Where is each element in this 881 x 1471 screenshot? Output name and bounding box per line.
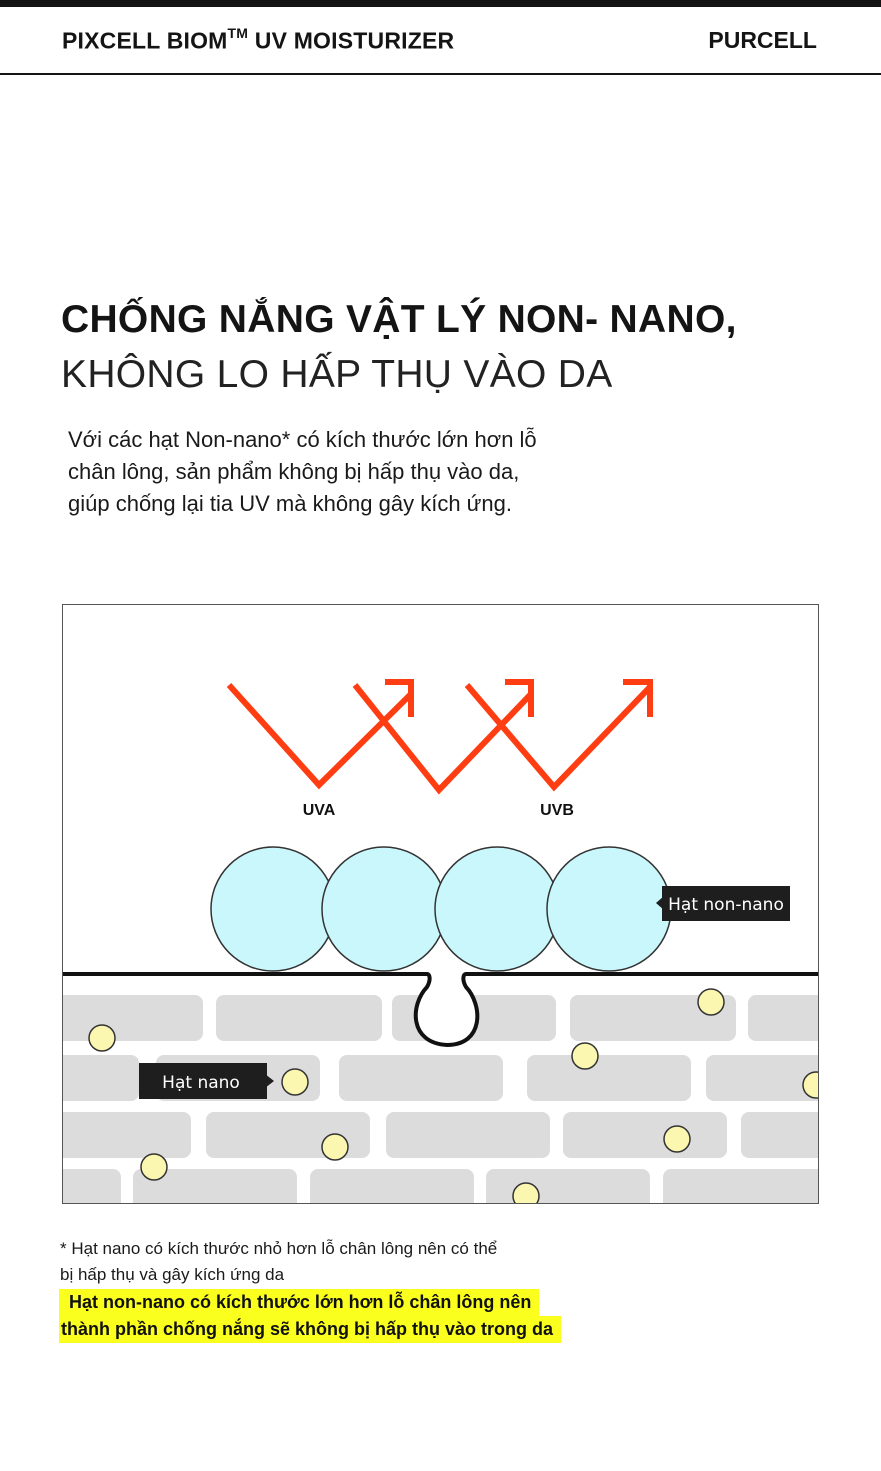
description-line: chân lông, sản phẩm không bị hấp thụ vào da, — [68, 459, 520, 484]
description — [68, 424, 668, 520]
description-line: giúp chống lại tia UV mà không gây kích ứng. — [68, 491, 512, 516]
uva-label: UVA — [302, 802, 336, 819]
trademark: TM — [227, 25, 249, 41]
nano-callout — [139, 1063, 274, 1099]
uv-protection-diagram — [62, 604, 819, 1204]
headline-bold: CHỐNG NẮNG VẬT LÝ NON- NANO, — [61, 298, 737, 341]
uvb-label: UVB — [540, 802, 574, 819]
footnote-line: * Hạt nano có kích thước nhỏ hơn lỗ chân lông nên có thể — [60, 1239, 498, 1258]
non-nano-callout — [656, 886, 790, 921]
headline-light: KHÔNG LO HẤP THỤ VÀO DA — [61, 353, 613, 396]
uv-rays — [229, 682, 650, 790]
footnote-line: bị hấp thụ và gây kích ứng da — [60, 1265, 285, 1284]
footnote — [60, 1236, 497, 1288]
product-name: PIXCELL BIOM™ UV MOISTURIZER — [62, 25, 455, 54]
top-bar — [0, 0, 881, 7]
brand-name: PURCELL — [708, 27, 817, 53]
highlight-line: Hạt non-nano có kích thước lớn hơn lỗ chân lông nên — [59, 1289, 539, 1316]
header — [0, 7, 881, 75]
nano-label: Hạt nano — [162, 1073, 240, 1093]
non-nano-label: Hạt non-nano — [668, 895, 784, 915]
highlight-line: thành phần chống nắng sẽ không bị hấp thụ vào trong da — [59, 1316, 561, 1343]
non-nano-particles — [211, 847, 671, 971]
description-line: Với các hạt Non-nano* có kích thước lớn hơn lỗ — [68, 427, 537, 452]
